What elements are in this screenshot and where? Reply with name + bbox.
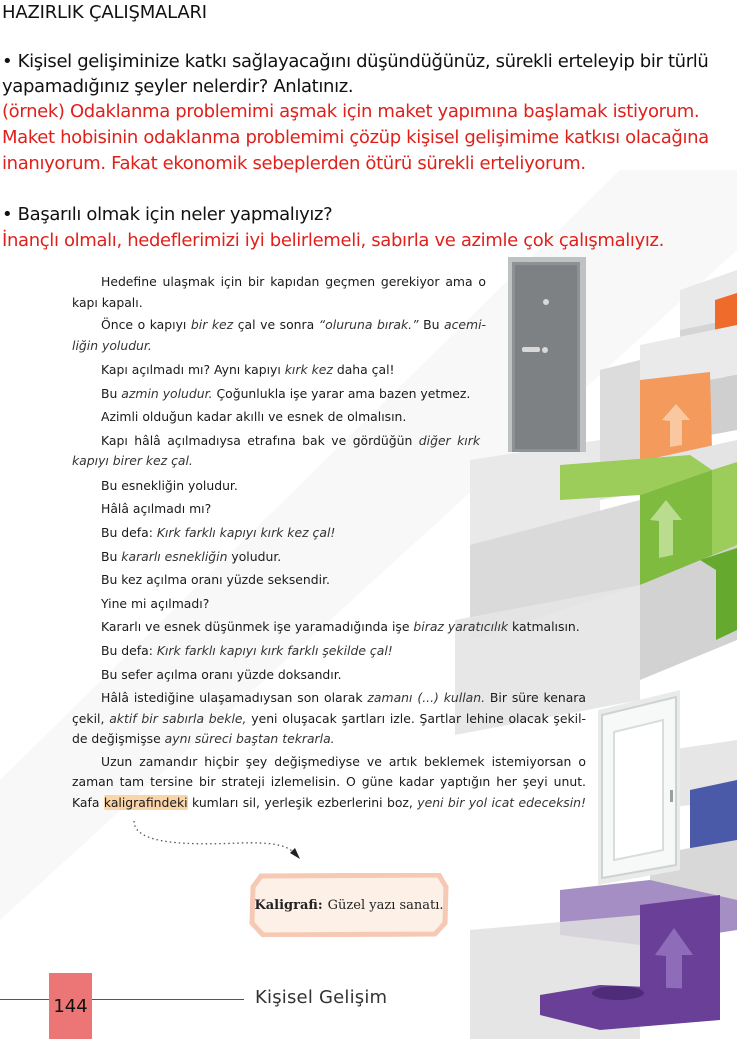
glass-door-illustration [598, 690, 680, 885]
glossary-term: Kaligrafi: [254, 897, 323, 913]
glossary-definition: Güzel yazı sanatı. [327, 897, 444, 913]
answer-1-line-3: inanıyorum. Fakat ekonomik sebeplerden ötürü sürekli erteliyorum. [2, 153, 586, 174]
story-line: liğin yoludur. [72, 337, 152, 353]
story-line: Bu sefer açılma oranı yüzde doksandır. [101, 666, 342, 682]
story-line: Kararlı ve esnek düşünmek işe yaramadığında işe biraz yaratıcılık katmalısın. [101, 619, 580, 635]
story-line: Hâlâ açılmadı mı? [101, 501, 212, 517]
answer-1-line-2: Maket hobisinin odaklanma problemimi çözüp kişisel gelişimime katkısı olacağına [2, 127, 709, 148]
story-line: Bu kez açılma oranı yüzde seksendir. [101, 572, 330, 588]
footer-rule-left [0, 999, 49, 1000]
section-heading: HAZIRLIK ÇALIŞMALARI [2, 2, 207, 23]
answer-1-line-1: (örnek) Odaklanma problemimi aşmak için maket yapımına başlamak istiyorum. [2, 101, 700, 122]
story-line: Önce o kapıyı bir kez çal ve sonra “oluruna bırak.” Bu acemi- [101, 317, 486, 332]
story-line: Bu kararlı esnekliğin yoludur. [101, 548, 282, 564]
story-line: Bu defa: Kırk farklı kapıyı kırk farklı şekilde çal! [101, 642, 393, 658]
story-line: Kapı açılmadı mı? Aynı kapıyı kırk kez daha çal! [101, 362, 395, 377]
footer-rule-right [92, 999, 244, 1000]
story-line: Hâlâ istediğine ulaşamadıysan son olarak zamanı (...) kullan. Bir süre kenara [101, 690, 586, 706]
story-line: Kapı hâlâ açılmadıysa etrafına bak ve gördüğün diğer kırk [101, 432, 481, 448]
story-line: kapı kapalı. [72, 294, 143, 310]
question-1-line-1: • Kişisel gelişiminize katkı sağlayacağını düşündüğünüz, sürekli erteleyip bir türlü [2, 51, 709, 72]
story-line: de değişmişse aynı süreci baştan tekrarla. [72, 731, 335, 747]
story-line: Kafa kaligrafindeki kumları sil, yerleşik ezberlerini boz, yeni bir yol icat edeceksin! [72, 794, 586, 810]
page-number: 144 [49, 973, 92, 1039]
dotted-arrow-icon [120, 815, 310, 865]
chapter-title: Kişisel Gelişim [255, 987, 388, 1008]
glossary-text [249, 873, 449, 937]
story-line: Yine mi açılmadı? [101, 595, 210, 611]
story-line: Uzun zamandır hiçbir şey değişmediyse ve artık beklemek istemiyorsan o [101, 753, 586, 769]
story-line: Hedefine ulaşmak için bir kapıdan geçmen gerekiyor ama o [101, 274, 486, 289]
story-text [72, 270, 586, 815]
highlighted-term[interactable]: kaligrafindeki [103, 794, 188, 810]
glossary-note [249, 873, 449, 937]
story-line: Bu defa: Kırk farklı kapıyı kırk kez çal! [101, 524, 336, 540]
story-line: Bu azmin yoludur. Çoğunlukla işe yarar ama bazen yetmez. [101, 385, 471, 401]
story-line: Azimli olduğun kadar akıllı ve esnek de olmalısın. [101, 409, 407, 425]
story-line: zaman tam tersine bir strateji izlemelisin. O güne kadar yaptığın her şeyi unut. [72, 774, 586, 790]
question-1-line-2: yapamadığınız şeyler nelerdir? Anlatınız. [2, 76, 354, 97]
question-2: • Başarılı olmak için neler yapmalıyız? [2, 204, 333, 225]
answer-2: İnançlı olmalı, hedeflerimizi iyi belirlemeli, sabırla ve azimle çok çalışmalıyız. [2, 230, 665, 251]
story-line: kapıyı birer kez çal. [72, 453, 193, 469]
story-line: çekil, aktif bir sabırla bekle, yeni oluşacak şartları izle. Şartlar lehine olacak şekil- [72, 710, 587, 726]
story-line: Bu esnekliğin yoludur. [101, 477, 238, 493]
